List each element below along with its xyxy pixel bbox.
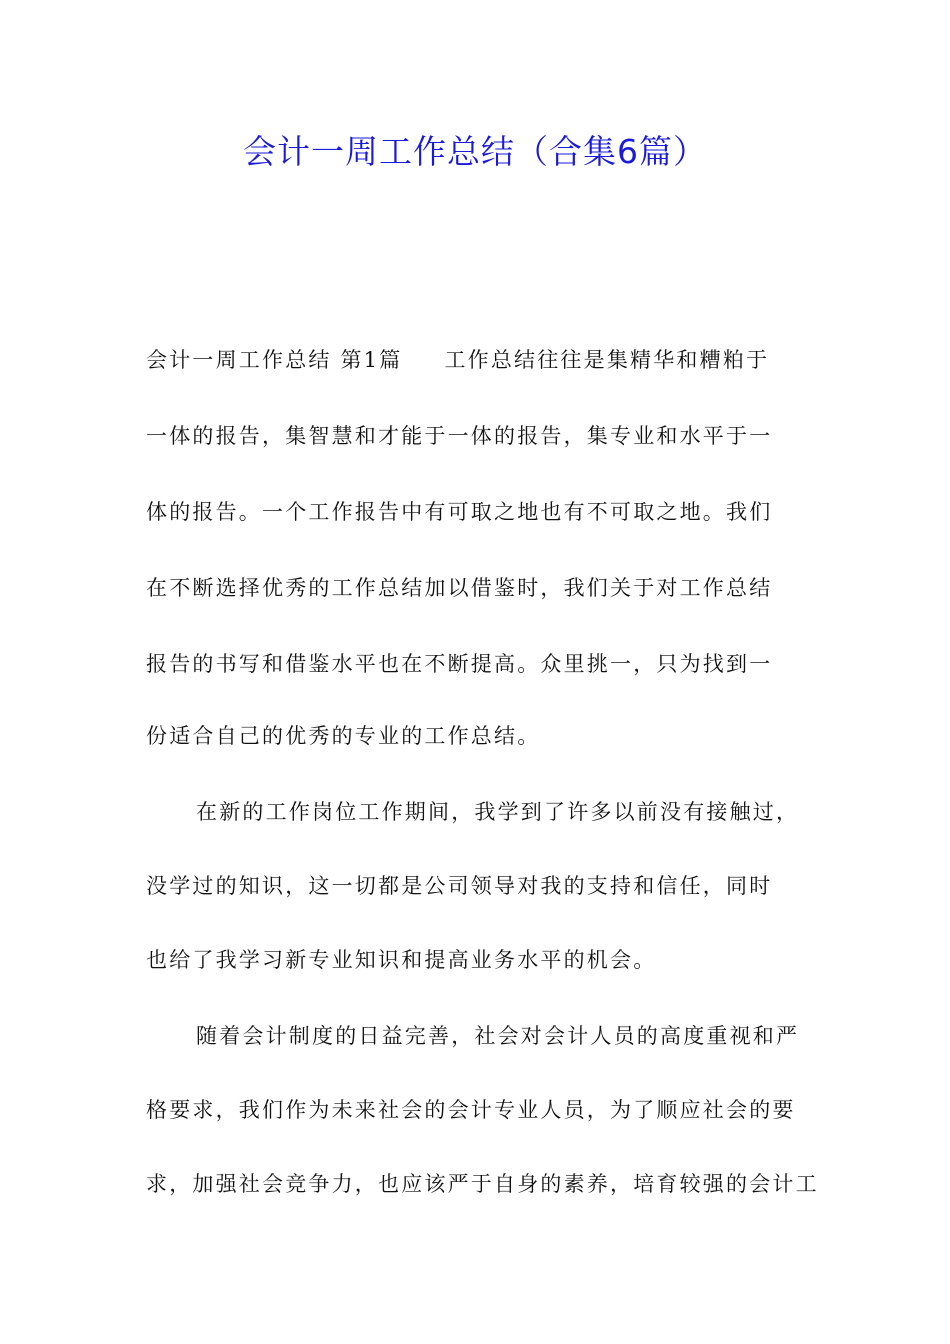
section-heading: 会计一周工作总结 第1篇 <box>146 348 403 372</box>
paragraph-line: 也给了我学习新专业知识和提高业务水平的机会。 <box>146 948 657 972</box>
paragraph-line: 求，加强社会竞争力，也应该严于自身的素养，培育较强的会计工 <box>146 1172 819 1196</box>
document-title: 会计一周工作总结（合集6篇） <box>243 132 707 171</box>
paragraph-line: 份适合自己的优秀的专业的工作总结。 <box>146 724 541 748</box>
paragraph-line: 格要求，我们作为未来社会的会计专业人员，为了顺应社会的要 <box>146 1098 796 1122</box>
paragraph-line: 一体的报告，集智慧和才能于一体的报告，集专业和水平于一 <box>146 424 773 448</box>
paragraph-line: 随着会计制度的日益完善，社会对会计人员的高度重视和严 <box>196 1024 800 1048</box>
paragraph-line: 报告的书写和借鉴水平也在不断提高。众里挑一，只为找到一 <box>146 652 773 676</box>
paragraph-line: 没学过的知识，这一切都是公司领导对我的支持和信任，同时 <box>146 874 773 898</box>
paragraph-line <box>146 342 769 378</box>
paragraph-line: 在新的工作岗位工作期间，我学到了许多以前没有接触过， <box>196 800 800 824</box>
paragraph-line: 在不断选择优秀的工作总结加以借鉴时，我们关于对工作总结 <box>146 576 773 600</box>
paragraph-line: 体的报告。一个工作报告中有可取之地也有不可取之地。我们 <box>146 500 773 524</box>
paragraph-text: 工作总结往往是集精华和糟粕于 <box>444 348 770 372</box>
